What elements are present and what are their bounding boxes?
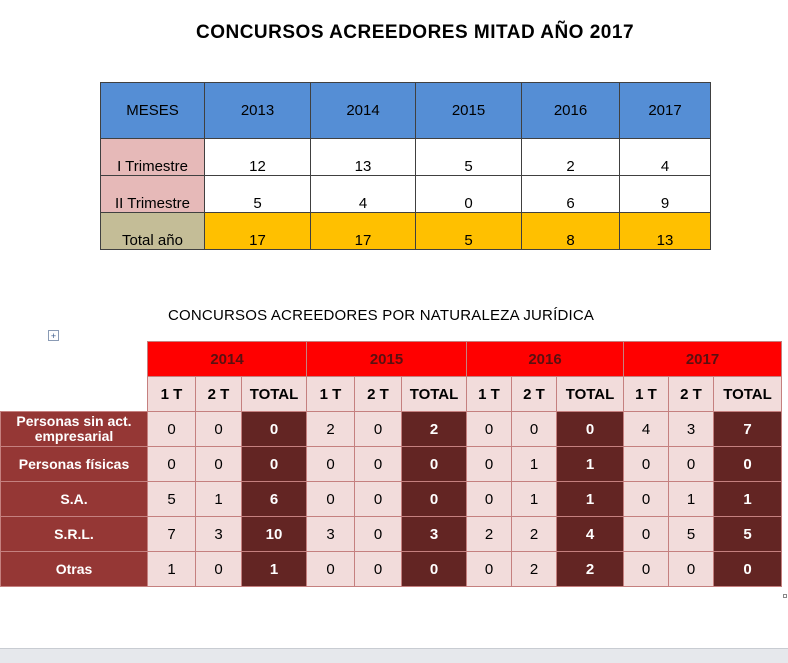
table-row: [101, 176, 711, 213]
total-row: [101, 213, 711, 250]
total-cell: 3: [402, 517, 467, 552]
table-cell: 0: [624, 552, 669, 587]
table-cell: 1: [669, 482, 714, 517]
table-cell: 13: [620, 213, 711, 250]
year-header: 2016: [522, 83, 620, 139]
total-cell: 0: [242, 447, 307, 482]
table-header-row: [101, 83, 711, 139]
table-cell: 3: [307, 517, 355, 552]
total-cell: 2: [557, 552, 624, 587]
row-label: S.R.L.: [1, 517, 148, 552]
quarter-header: 2 T: [512, 377, 557, 412]
table-cell: 17: [205, 213, 311, 250]
table-cell: 0: [416, 176, 522, 213]
total-header: TOTAL: [242, 377, 307, 412]
table-cell: 0: [624, 447, 669, 482]
table-resize-handle[interactable]: [783, 594, 787, 598]
row-label: I Trimestre: [101, 139, 205, 176]
table-cell: 5: [416, 213, 522, 250]
total-cell: 0: [714, 447, 782, 482]
status-bar: [0, 648, 788, 663]
total-cell: 2: [402, 412, 467, 447]
row-label: Personas sin act. empresarial: [1, 412, 148, 447]
year-header-row: [1, 342, 782, 377]
total-cell: 0: [242, 412, 307, 447]
table-cell: 0: [512, 412, 557, 447]
table-cell: 0: [196, 412, 242, 447]
table-cell: 2: [512, 517, 557, 552]
table-cell: 1: [148, 552, 196, 587]
quarter-header: 1 T: [307, 377, 355, 412]
table-cell: 5: [205, 176, 311, 213]
quarter-header: 1 T: [148, 377, 196, 412]
total-cell: 0: [557, 412, 624, 447]
table-row: [1, 482, 782, 517]
total-header: TOTAL: [402, 377, 467, 412]
legal-nature-table: [0, 341, 782, 587]
table-cell: 12: [205, 139, 311, 176]
table-cell: 2: [307, 412, 355, 447]
table-cell: 0: [467, 447, 512, 482]
table-cell: 1: [512, 447, 557, 482]
table-cell: 13: [311, 139, 416, 176]
table-cell: 2: [512, 552, 557, 587]
quarter-header: 2 T: [355, 377, 402, 412]
table-cell: 4: [624, 412, 669, 447]
table-cell: 8: [522, 213, 620, 250]
quarter-header: 2 T: [196, 377, 242, 412]
table-cell: 7: [148, 517, 196, 552]
year-header: 2016: [467, 342, 624, 377]
total-cell: 6: [242, 482, 307, 517]
table-cell: 0: [355, 447, 402, 482]
total-cell: 7: [714, 412, 782, 447]
total-cell: 1: [714, 482, 782, 517]
table-cell: 0: [669, 552, 714, 587]
table-row: [1, 517, 782, 552]
table-cell: 0: [624, 517, 669, 552]
table-cell: 6: [522, 176, 620, 213]
table-cell: 0: [196, 447, 242, 482]
table-cell: 0: [307, 552, 355, 587]
quarter-header: 1 T: [624, 377, 669, 412]
total-header: TOTAL: [714, 377, 782, 412]
table-row: [1, 552, 782, 587]
year-header: 2015: [307, 342, 467, 377]
row-label: S.A.: [1, 482, 148, 517]
table-cell: 0: [148, 447, 196, 482]
year-header: 2014: [148, 342, 307, 377]
table-cell: 1: [196, 482, 242, 517]
table-cell: 0: [467, 412, 512, 447]
total-cell: 10: [242, 517, 307, 552]
yearly-summary-table: [100, 82, 711, 250]
total-cell: 0: [402, 447, 467, 482]
table-cell: 0: [307, 482, 355, 517]
table-cell: 2: [522, 139, 620, 176]
row-label: Otras: [1, 552, 148, 587]
total-header: TOTAL: [557, 377, 624, 412]
table-cell: 5: [669, 517, 714, 552]
months-header: MESES: [101, 83, 205, 139]
table-cell: 2: [467, 517, 512, 552]
year-header: 2017: [620, 83, 711, 139]
table-cell: 0: [355, 482, 402, 517]
total-cell: 0: [402, 482, 467, 517]
total-cell: 4: [557, 517, 624, 552]
table-cell: 0: [467, 552, 512, 587]
table-cell: 3: [669, 412, 714, 447]
total-cell: 1: [242, 552, 307, 587]
table-cell: 0: [624, 482, 669, 517]
table-row: [1, 447, 782, 482]
table-cell: 0: [355, 517, 402, 552]
total-cell: 0: [714, 552, 782, 587]
quarter-header: 2 T: [669, 377, 714, 412]
empty-corner: [1, 342, 148, 412]
table-cell: 5: [416, 139, 522, 176]
table-cell: 0: [669, 447, 714, 482]
table-cell: 9: [620, 176, 711, 213]
table-cell: 4: [620, 139, 711, 176]
total-cell: 5: [714, 517, 782, 552]
table-cell: 4: [311, 176, 416, 213]
year-header: 2017: [624, 342, 782, 377]
table-cell: 0: [307, 447, 355, 482]
year-header: 2014: [311, 83, 416, 139]
total-cell: 0: [402, 552, 467, 587]
year-header: 2013: [205, 83, 311, 139]
year-header: 2015: [416, 83, 522, 139]
quarter-header: 1 T: [467, 377, 512, 412]
section-title: CONCURSOS ACREEDORES POR NATURALEZA JURÍDICA: [168, 307, 595, 324]
move-handle-icon[interactable]: +: [48, 330, 59, 341]
table-cell: 1: [512, 482, 557, 517]
table-cell: 3: [196, 517, 242, 552]
table-cell: 5: [148, 482, 196, 517]
table-cell: 17: [311, 213, 416, 250]
total-cell: 1: [557, 447, 624, 482]
row-label: II Trimestre: [101, 176, 205, 213]
row-label: Personas físicas: [1, 447, 148, 482]
table-cell: 0: [467, 482, 512, 517]
document-title: CONCURSOS ACREEDORES MITAD AÑO 2017: [195, 22, 635, 43]
row-label: Total año: [101, 213, 205, 250]
table-cell: 0: [148, 412, 196, 447]
table-cell: 0: [196, 552, 242, 587]
table-row: [101, 139, 711, 176]
table-cell: 0: [355, 412, 402, 447]
table-cell: 0: [355, 552, 402, 587]
total-cell: 1: [557, 482, 624, 517]
table-row: [1, 412, 782, 447]
